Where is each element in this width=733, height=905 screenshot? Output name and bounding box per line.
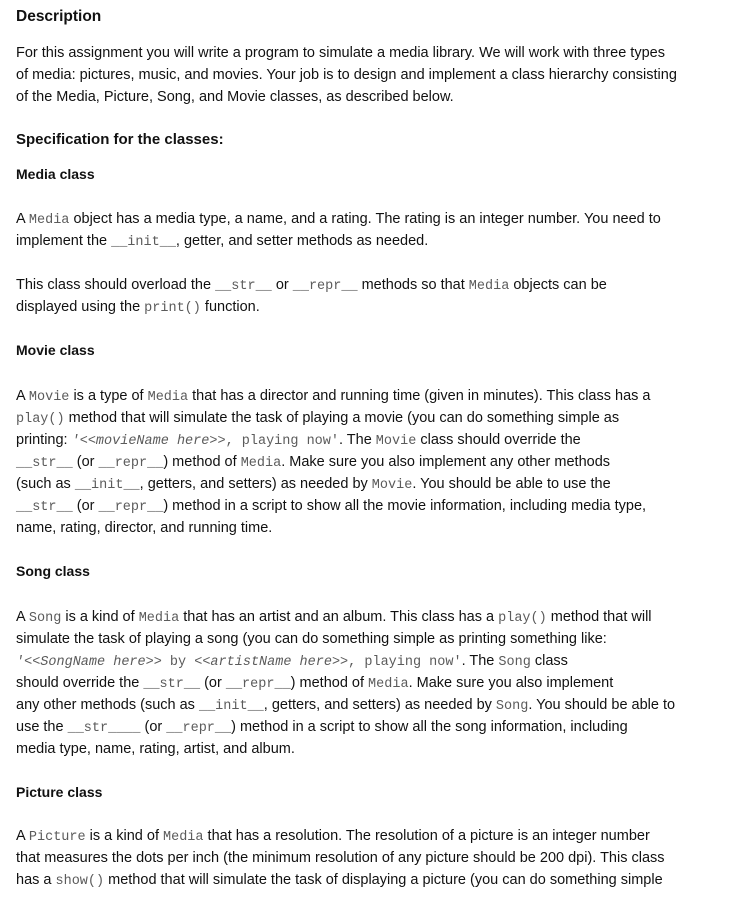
description-paragraph [16, 42, 721, 108]
picture-line: that measures the dots per inch (the minimum resolution of any picture should be 200 dpi). This class [16, 850, 665, 866]
movie-paragraph [16, 385, 721, 539]
picture-paragraph [16, 825, 721, 891]
movie-line: (such as __init__, getters, and setters) as needed by Movie. You should be able to use the [16, 476, 611, 493]
description-line: For this assignment you will write a program to simulate a media library. We will work with three types [16, 45, 665, 61]
movie-line: A Movie is a type of Media that has a director and running time (given in minutes). This class has a [16, 388, 651, 405]
media-heading: Media class [16, 166, 95, 182]
description-line: of media: pictures, music, and movies. Your job is to design and implement a class hierarchy consisting [16, 67, 677, 83]
song-line: media type, name, rating, artist, and album. [16, 741, 295, 757]
picture-line: has a show() method that will simulate the task of displaying a picture (you can do something simple [16, 872, 663, 889]
spec-heading: Specification for the classes: [16, 131, 224, 148]
song-line: any other methods (such as __init__, getters, and setters) as needed by Song. You should be able to [16, 697, 676, 714]
media-line: implement the __init__, getter, and setter methods as needed. [16, 233, 429, 250]
picture-line: A Picture is a kind of Media that has a resolution. The resolution of a picture is an integer number [16, 828, 650, 845]
description-line: of the Media, Picture, Song, and Movie classes, as described below. [16, 89, 454, 105]
song-line: should override the __str__ (or __repr__) method of Media. Make sure you also implement [16, 675, 614, 692]
media-line: This class should overload the __str__ or __repr__ methods so that Media objects can be [16, 277, 607, 294]
picture-heading: Picture class [16, 784, 103, 800]
movie-heading: Movie class [16, 342, 95, 358]
movie-line: __str__ (or __repr__) method in a script to show all the movie information, including media type, [16, 498, 647, 515]
movie-line: play() method that will simulate the task of playing a movie (you can do something simple as [16, 410, 620, 427]
song-line: simulate the task of playing a song (you can do something simple as printing something like: [16, 631, 607, 647]
media-line: A Media object has a media type, a name, and a rating. The rating is an integer number. You need to [16, 211, 661, 228]
movie-line: name, rating, director, and running time. [16, 520, 273, 536]
song-line: '<<SongName here>> by <<artistName here>>, playing now'. The Song class [16, 653, 568, 670]
media-line: displayed using the print() function. [16, 299, 260, 316]
movie-line: __str__ (or __repr__) method of Media. Make sure you also implement any other methods [16, 454, 611, 471]
movie-line: printing: '<<movieName here>>, playing now'. The Movie class should override the [16, 432, 581, 449]
song-line: use the __str____ (or __repr__) method in a script to show all the song information, including [16, 719, 628, 736]
media-paragraph-1 [16, 208, 721, 252]
media-paragraph-2 [16, 274, 721, 318]
song-paragraph [16, 606, 721, 760]
song-line: A Song is a kind of Media that has an artist and an album. This class has a play() method that will [16, 609, 652, 626]
description-heading: Description [16, 8, 102, 25]
song-heading: Song class [16, 563, 90, 579]
